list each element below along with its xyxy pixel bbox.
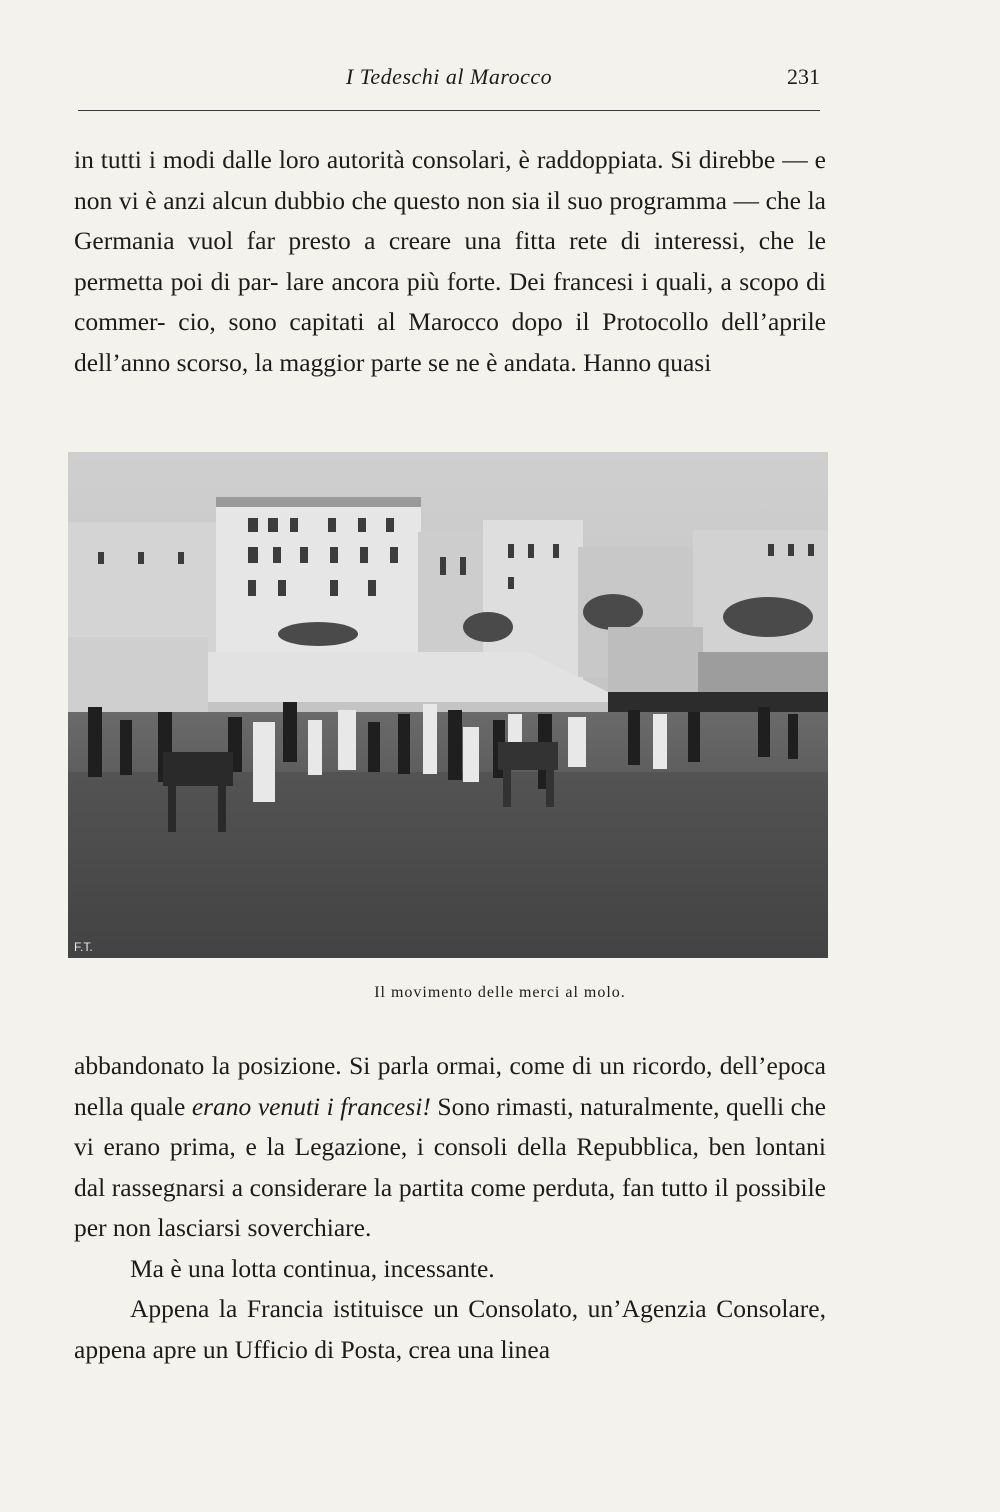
figure-caption: Il movimento delle merci al molo.: [374, 984, 626, 1001]
text-line: cio, sono capitati al Marocco dopo il Protocollo dell’aprile: [178, 307, 827, 336]
running-title: I Tedeschi al Marocco: [345, 64, 553, 89]
paragraph-top: [74, 140, 826, 383]
photo-illustration: [68, 452, 828, 958]
harbor-photograph: [68, 452, 828, 958]
page-header: [78, 58, 820, 98]
text-line: lare ancora più forte. Dei francesi i quali, a scopo di commer-: [74, 266, 826, 336]
paragraph-3: Appena la Francia istituisce un Consolato, un’Agenzia Consolare, appena apre un Ufficio di Posta, crea una linea: [74, 1294, 826, 1364]
body-text-bottom: [74, 1046, 826, 1370]
header-rule: [78, 110, 820, 111]
paragraph-1: [74, 1046, 826, 1249]
italic-phrase: erano venuti i francesi!: [191, 1091, 431, 1121]
text-line: sia il suo programma — che la Germania vuol far presto a: [74, 185, 826, 255]
text-line: Si direbbe — e non vi è anzi alcun dubbio che questo non: [74, 145, 826, 215]
text-line: creare una fitta rete di interessi, che le permetta poi di par-: [74, 226, 826, 296]
text-line: dell’anno scorso, la maggior parte se ne è andata. Hanno quasi: [74, 347, 712, 377]
paragraph-2: Ma è una lotta continua, incessante.: [130, 1253, 495, 1283]
paragraph-1-start: abbandonato la posizione. Si parla ormai, come di un ricordo, dell’epoca nella quale: [74, 1051, 826, 1121]
page-number: 231: [787, 64, 820, 89]
paragraph-1-end: Sono rimasti, naturalmente, quelli che vi erano prima, e la Legazione, i consoli della Repubblica, ben lontani dal rassegnarsi a considerare la partita come perduta, fan tutto il possibile per non lasciarsi soverchiare.: [74, 1091, 826, 1242]
photographer-mark: F.T.: [74, 940, 93, 954]
text-line: in tutti i modi dalle loro autorità consolari, è raddoppiata.: [74, 145, 664, 174]
body-text-top: [74, 140, 826, 383]
